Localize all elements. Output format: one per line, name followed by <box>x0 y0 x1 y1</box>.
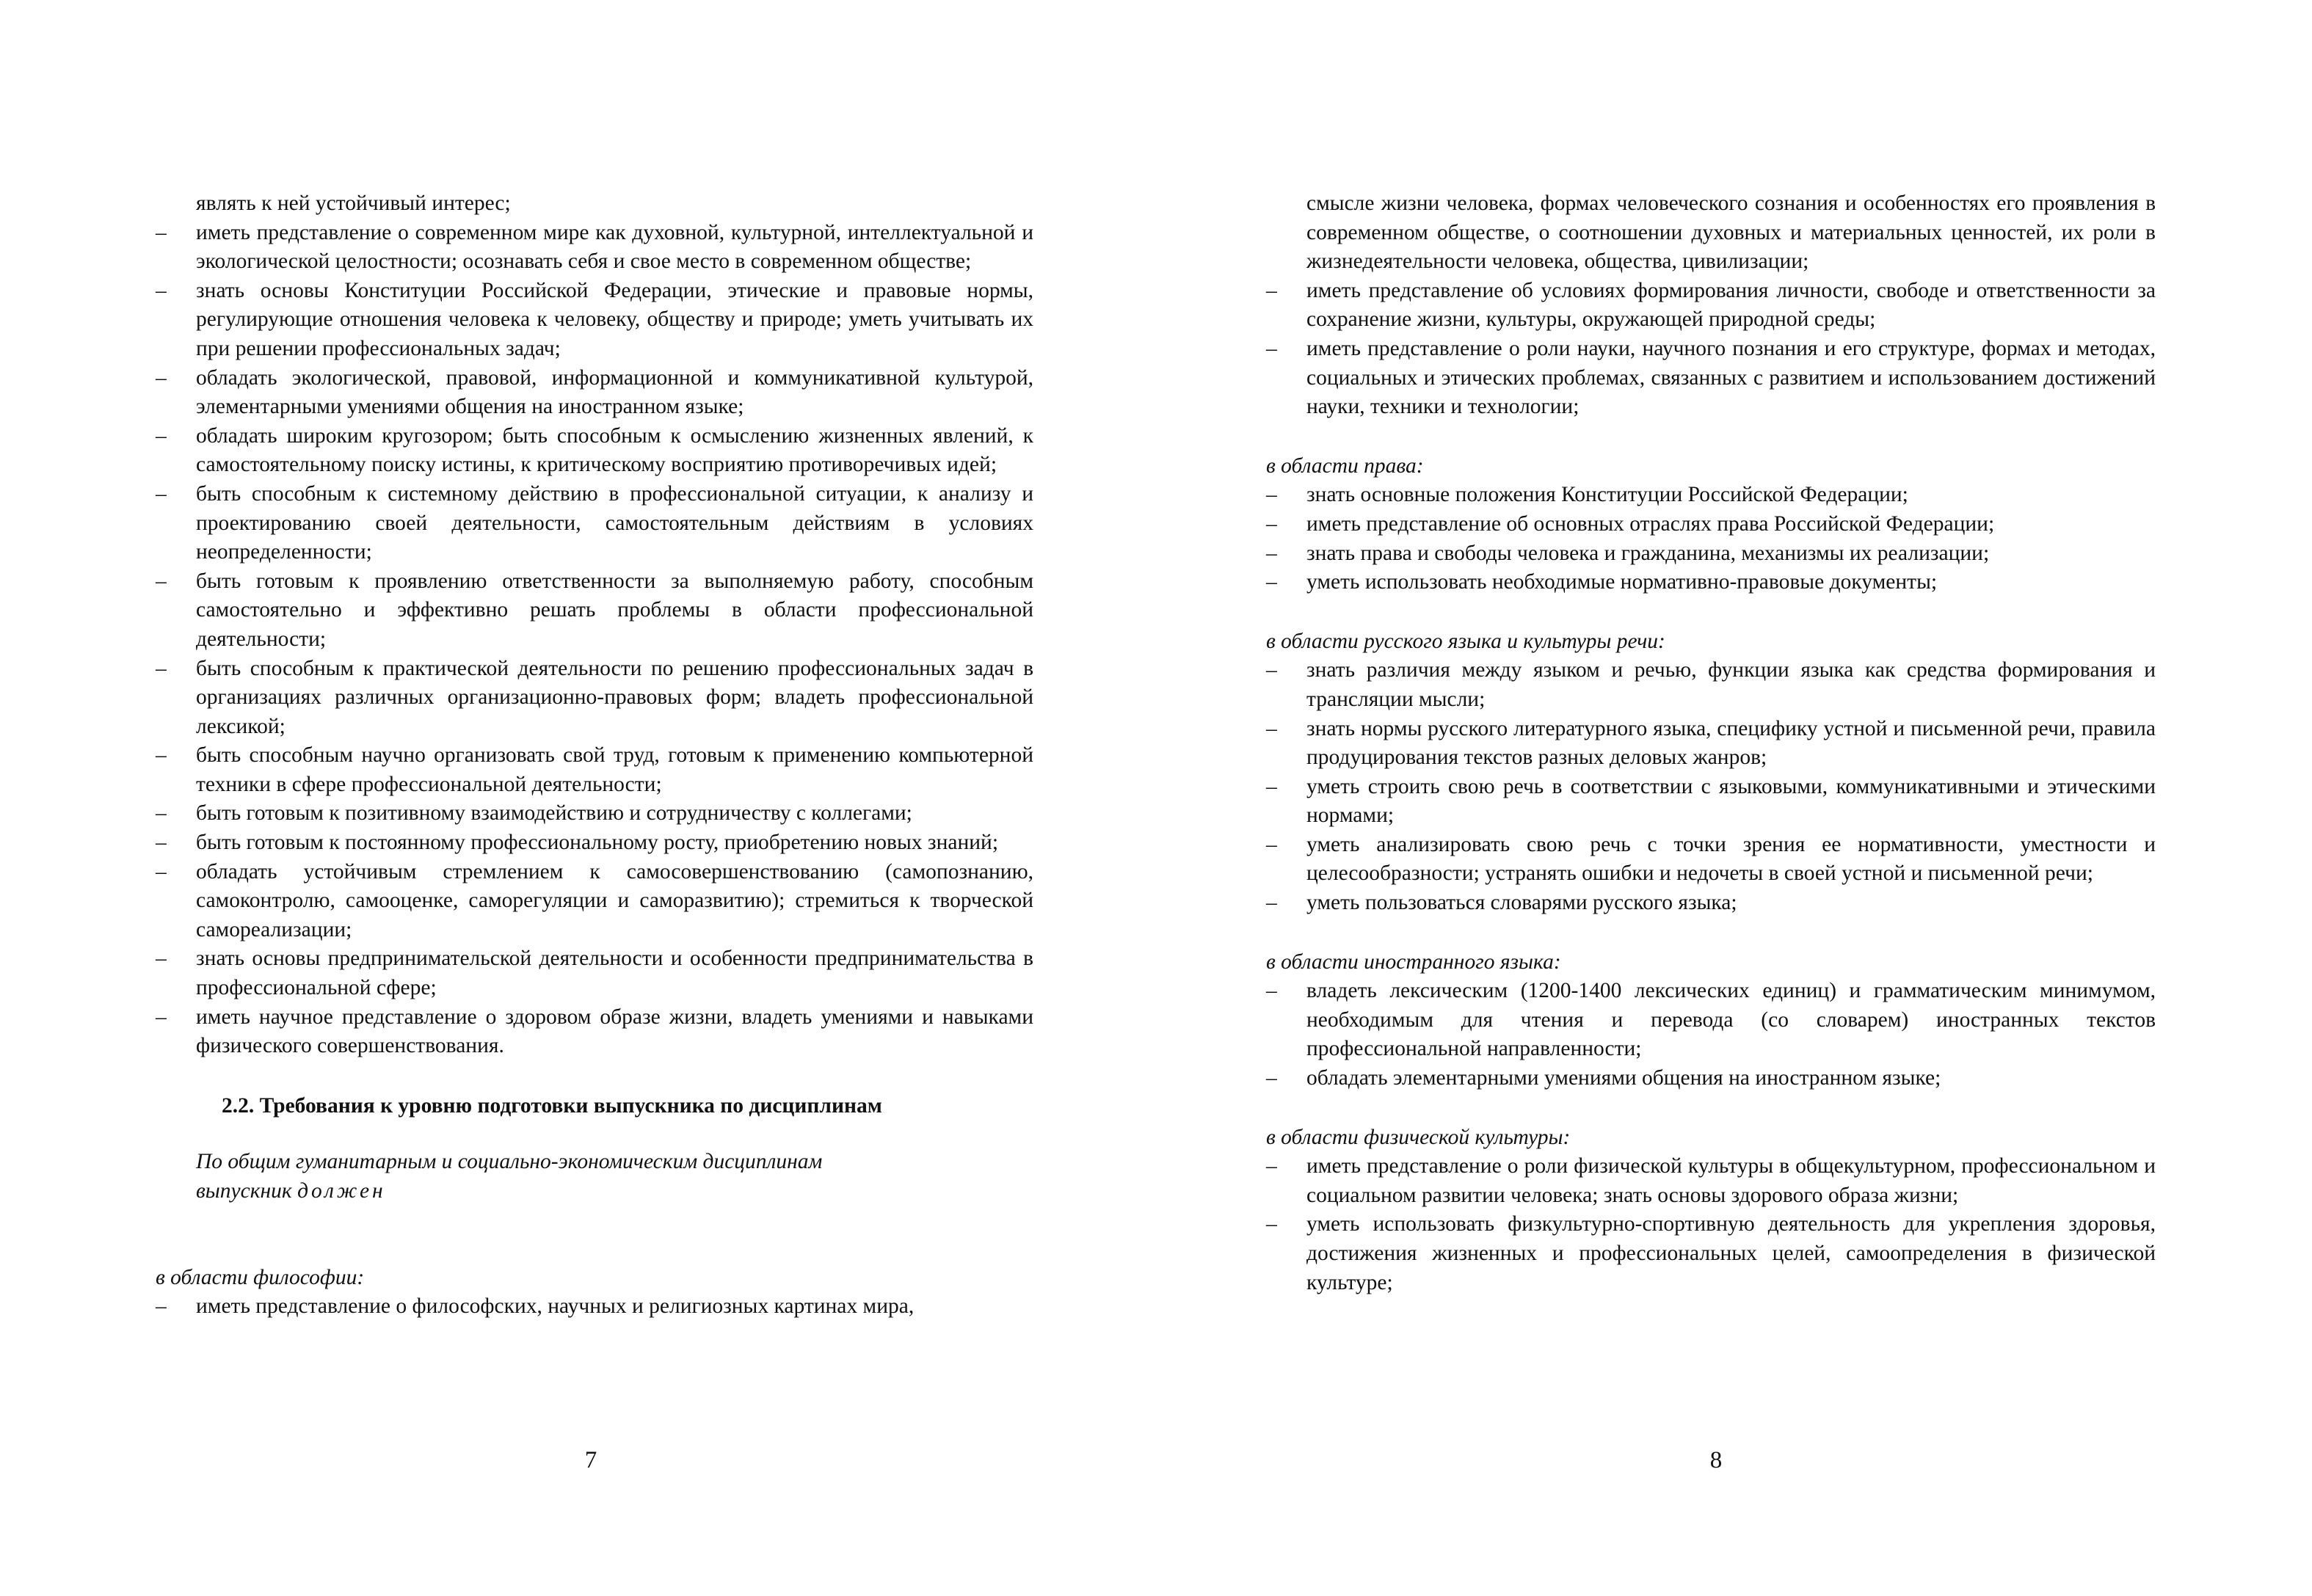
list-item-text: знать основы предпринимательской деятельности и особенности предпринимательства в профессиональной сфере; <box>196 947 1033 1000</box>
dash-marker: – <box>156 947 167 971</box>
dash-marker: – <box>156 801 167 826</box>
dash-marker: – <box>1266 658 1277 682</box>
dash-marker: – <box>1266 979 1277 1003</box>
subsection-title-law: в области права: <box>1266 453 1424 478</box>
dash-marker: – <box>1266 570 1277 594</box>
subsection-title-philosophy: в области философии: <box>156 1265 365 1289</box>
list-item <box>1266 1064 2156 1093</box>
list-item <box>156 219 1033 277</box>
list-item <box>156 799 1033 828</box>
list-item-text: уметь использовать физкультурно-спортивную деятельность для укрепления здоровья, достижения жизненных и профессиональных целей, самоопределения в физической культуре; <box>1306 1212 2156 1294</box>
list-item-text: иметь представление о современном мире как духовной, культурной, интеллектуальной и экологической целостности; осознавать себя и свое место в современном обществе; <box>196 220 1033 274</box>
dash-marker: – <box>1266 511 1277 536</box>
subsection-title-foreign: в области иностранного языка: <box>1266 950 1561 974</box>
list-item-text: обладать устойчивым стремлением к самосовершенствованию (самопознанию, самоконтролю, самооценке, саморегуляции и саморазвитию); стремиться к творческой самореализации; <box>196 859 1033 941</box>
dash-marker: – <box>1266 891 1277 915</box>
dash-marker: – <box>156 365 167 390</box>
list-item <box>1266 1152 2156 1210</box>
dash-marker: – <box>1266 1212 1277 1236</box>
list-item-text: быть готовым к позитивному взаимодействию и сотрудничеству с коллегами; <box>196 801 912 826</box>
dash-marker: – <box>1266 278 1277 302</box>
intro-text <box>156 1148 1033 1206</box>
list-item <box>1266 481 2156 510</box>
list-item <box>156 277 1033 364</box>
dash-marker: – <box>156 1294 167 1319</box>
list-item-text: быть способным научно организовать свой труд, готовым к применению компьютерной техники в сфере профессиональной деятельности; <box>196 743 1033 796</box>
dash-marker: – <box>156 481 167 506</box>
section-heading: 2.2. Требования к уровню подготовки выпускника по дисциплинам <box>222 1093 882 1118</box>
intro-word: выпускник <box>196 1179 298 1203</box>
dash-marker: – <box>156 423 167 448</box>
list-item <box>156 567 1033 655</box>
list-item <box>1266 656 2156 714</box>
subsection-title-russian: в области русского языка и культуры речи: <box>1266 629 1665 653</box>
intro-emphasis: должен <box>297 1179 386 1203</box>
list-item <box>1266 539 2156 569</box>
list-item-text: быть способным к системному действию в профессиональной ситуации, к анализу и проектированию своей деятельности, самостоятельным действиям в условиях неопределенности; <box>196 481 1033 564</box>
list-item <box>156 828 1033 858</box>
list-item <box>1266 715 2156 773</box>
list-item <box>156 364 1033 422</box>
list-item <box>1266 568 2156 597</box>
list-item-text: знать нормы русского литературного языка, специфику устной и письменной речи, правила продуцирования текстов разных деловых жанров; <box>1306 716 2156 770</box>
list-item-text: обладать экологической, правовой, информационной и коммуникативной культурой, элементарными умениями общения на иностранном языке; <box>196 365 1033 419</box>
dash-marker: – <box>1266 1066 1277 1090</box>
list-item <box>1266 510 2156 539</box>
list-item <box>156 1003 1033 1061</box>
right-text-column <box>1266 189 2156 1297</box>
list-item <box>1266 977 2156 1064</box>
dash-marker: – <box>156 831 167 855</box>
list-item-text: иметь представление об основных отраслях права Российской Федерации; <box>1306 511 1995 536</box>
list-item-text: иметь научное представление о здоровом образе жизни, владеть умениями и навыками физического совершенствования. <box>196 1005 1033 1058</box>
list-item <box>1266 335 2156 422</box>
dash-marker: – <box>1266 1154 1277 1178</box>
list-item-text: иметь представление о роли науки, научного познания и его структуре, формах и методах, социальных и этических проблемах, связанных с развитием и использованием достижений науки, техники и технологии; <box>1306 336 2156 419</box>
list-item <box>156 655 1033 742</box>
dash-marker: – <box>1266 336 1277 360</box>
list-item-text: владеть лексическим (1200-1400 лексических единиц) и грамматическим минимумом, необходимым для чтения и перевода (со словарем) иностранных текстов профессиональной направленности; <box>1306 979 2156 1061</box>
list-item-text: уметь пользоваться словарями русского языка; <box>1306 891 1737 915</box>
intro-line: По общим гуманитарным и социально-экономическим дисциплинам <box>196 1150 823 1174</box>
list-item-text: иметь представление о роли физической культуры в общекультурном, профессиональном и социальном развитии человека; знать основы здорового образа жизни; <box>1306 1154 2156 1207</box>
dash-marker: – <box>156 220 167 244</box>
list-item <box>1266 1210 2156 1297</box>
dash-marker: – <box>1266 716 1277 740</box>
dash-marker: – <box>156 859 167 883</box>
list-item-text: обладать элементарными умениями общения на иностранном языке; <box>1306 1066 1941 1090</box>
list-item <box>156 1292 1033 1322</box>
list-item-text: знать различия между языком и речью, функции языка как средства формирования и трансляции мысли; <box>1306 658 2156 711</box>
list-item <box>156 422 1033 480</box>
page-number: 7 <box>584 1447 597 1473</box>
dash-marker: – <box>1266 832 1277 856</box>
list-item-text: знать основные положения Конституции Российской Федерации; <box>1306 483 1908 507</box>
list-item <box>1266 773 2156 831</box>
competency-list <box>156 219 1033 1061</box>
dash-marker: – <box>1266 483 1277 507</box>
list-item <box>1266 277 2156 335</box>
list-item-text: быть способным к практической деятельности по решению профессиональных задач в организациях различных организационно-правовых форм; владеть профессиональной лексикой; <box>196 656 1033 738</box>
list-item <box>1266 831 2156 889</box>
list-item-text: уметь анализировать свою речь с точки зрения ее нормативности, уместности и целесообразности; устранять ошибки и недочеты в своей устной и письменной речи; <box>1306 832 2156 886</box>
list-item <box>156 858 1033 945</box>
list-item <box>156 480 1033 567</box>
left-text-column <box>156 189 1033 1322</box>
page-number: 8 <box>1709 1447 1723 1473</box>
dash-marker: – <box>1266 541 1277 565</box>
list-item-text: обладать широким кругозором; быть способным к осмыслению жизненных явлений, к самостоятельному поиску истины, к критическому восприятию противоречивых идей; <box>196 423 1033 477</box>
dash-marker: – <box>156 743 167 768</box>
dash-marker: – <box>156 1005 167 1029</box>
list-item <box>156 944 1033 1002</box>
list-item <box>1266 889 2156 918</box>
intro-line <box>196 1177 1033 1206</box>
dash-marker: – <box>156 656 167 680</box>
dash-marker: – <box>1266 774 1277 798</box>
list-item-text: знать права и свободы человека и гражданина, механизмы их реализации; <box>1306 541 1990 565</box>
list-item <box>156 741 1033 799</box>
right-page <box>1156 0 2312 1596</box>
list-item-text: знать основы Конституции Российской Федерации, этические и правовые нормы, регулирующие отношения человека к человеку, обществу и природе; уметь учитывать их при решении профессиональных задач; <box>196 278 1033 360</box>
dash-marker: – <box>156 278 167 302</box>
dash-marker: – <box>156 569 167 593</box>
continued-text: являть к ней устойчивый интерес; <box>196 192 511 215</box>
list-item-text: иметь представление о философских, научных и религиозных картинах мира, <box>196 1294 915 1319</box>
list-item-text: быть готовым к проявлению ответственности за выполняемую работу, способным самостоятельно и эффективно решать проблемы в области профессиональной деятельности; <box>196 569 1033 651</box>
subsection-title-pe: в области физической культуры: <box>1266 1125 1571 1149</box>
list-item-text: уметь строить свою речь в соответствии с языковыми, коммуникативными и этическими нормами; <box>1306 774 2156 828</box>
list-item-text: уметь использовать необходимые нормативно-правовые документы; <box>1306 570 1938 594</box>
list-item-text: быть готовым к постоянному профессиональному росту, приобретению новых знаний; <box>196 831 999 855</box>
continued-text: смысле жизни человека, формах человеческого сознания и особенностях его проявления в современном обществе, о соотношении духовных и материальных ценностей, их роли в жизнедеятельности человека, общества, цивилизации; <box>1306 192 2156 274</box>
list-item-text: иметь представление об условиях формирования личности, свободе и ответственности за сохранение жизни, культуры, окружающей природной среды; <box>1306 278 2156 332</box>
spacer <box>156 1206 1033 1264</box>
